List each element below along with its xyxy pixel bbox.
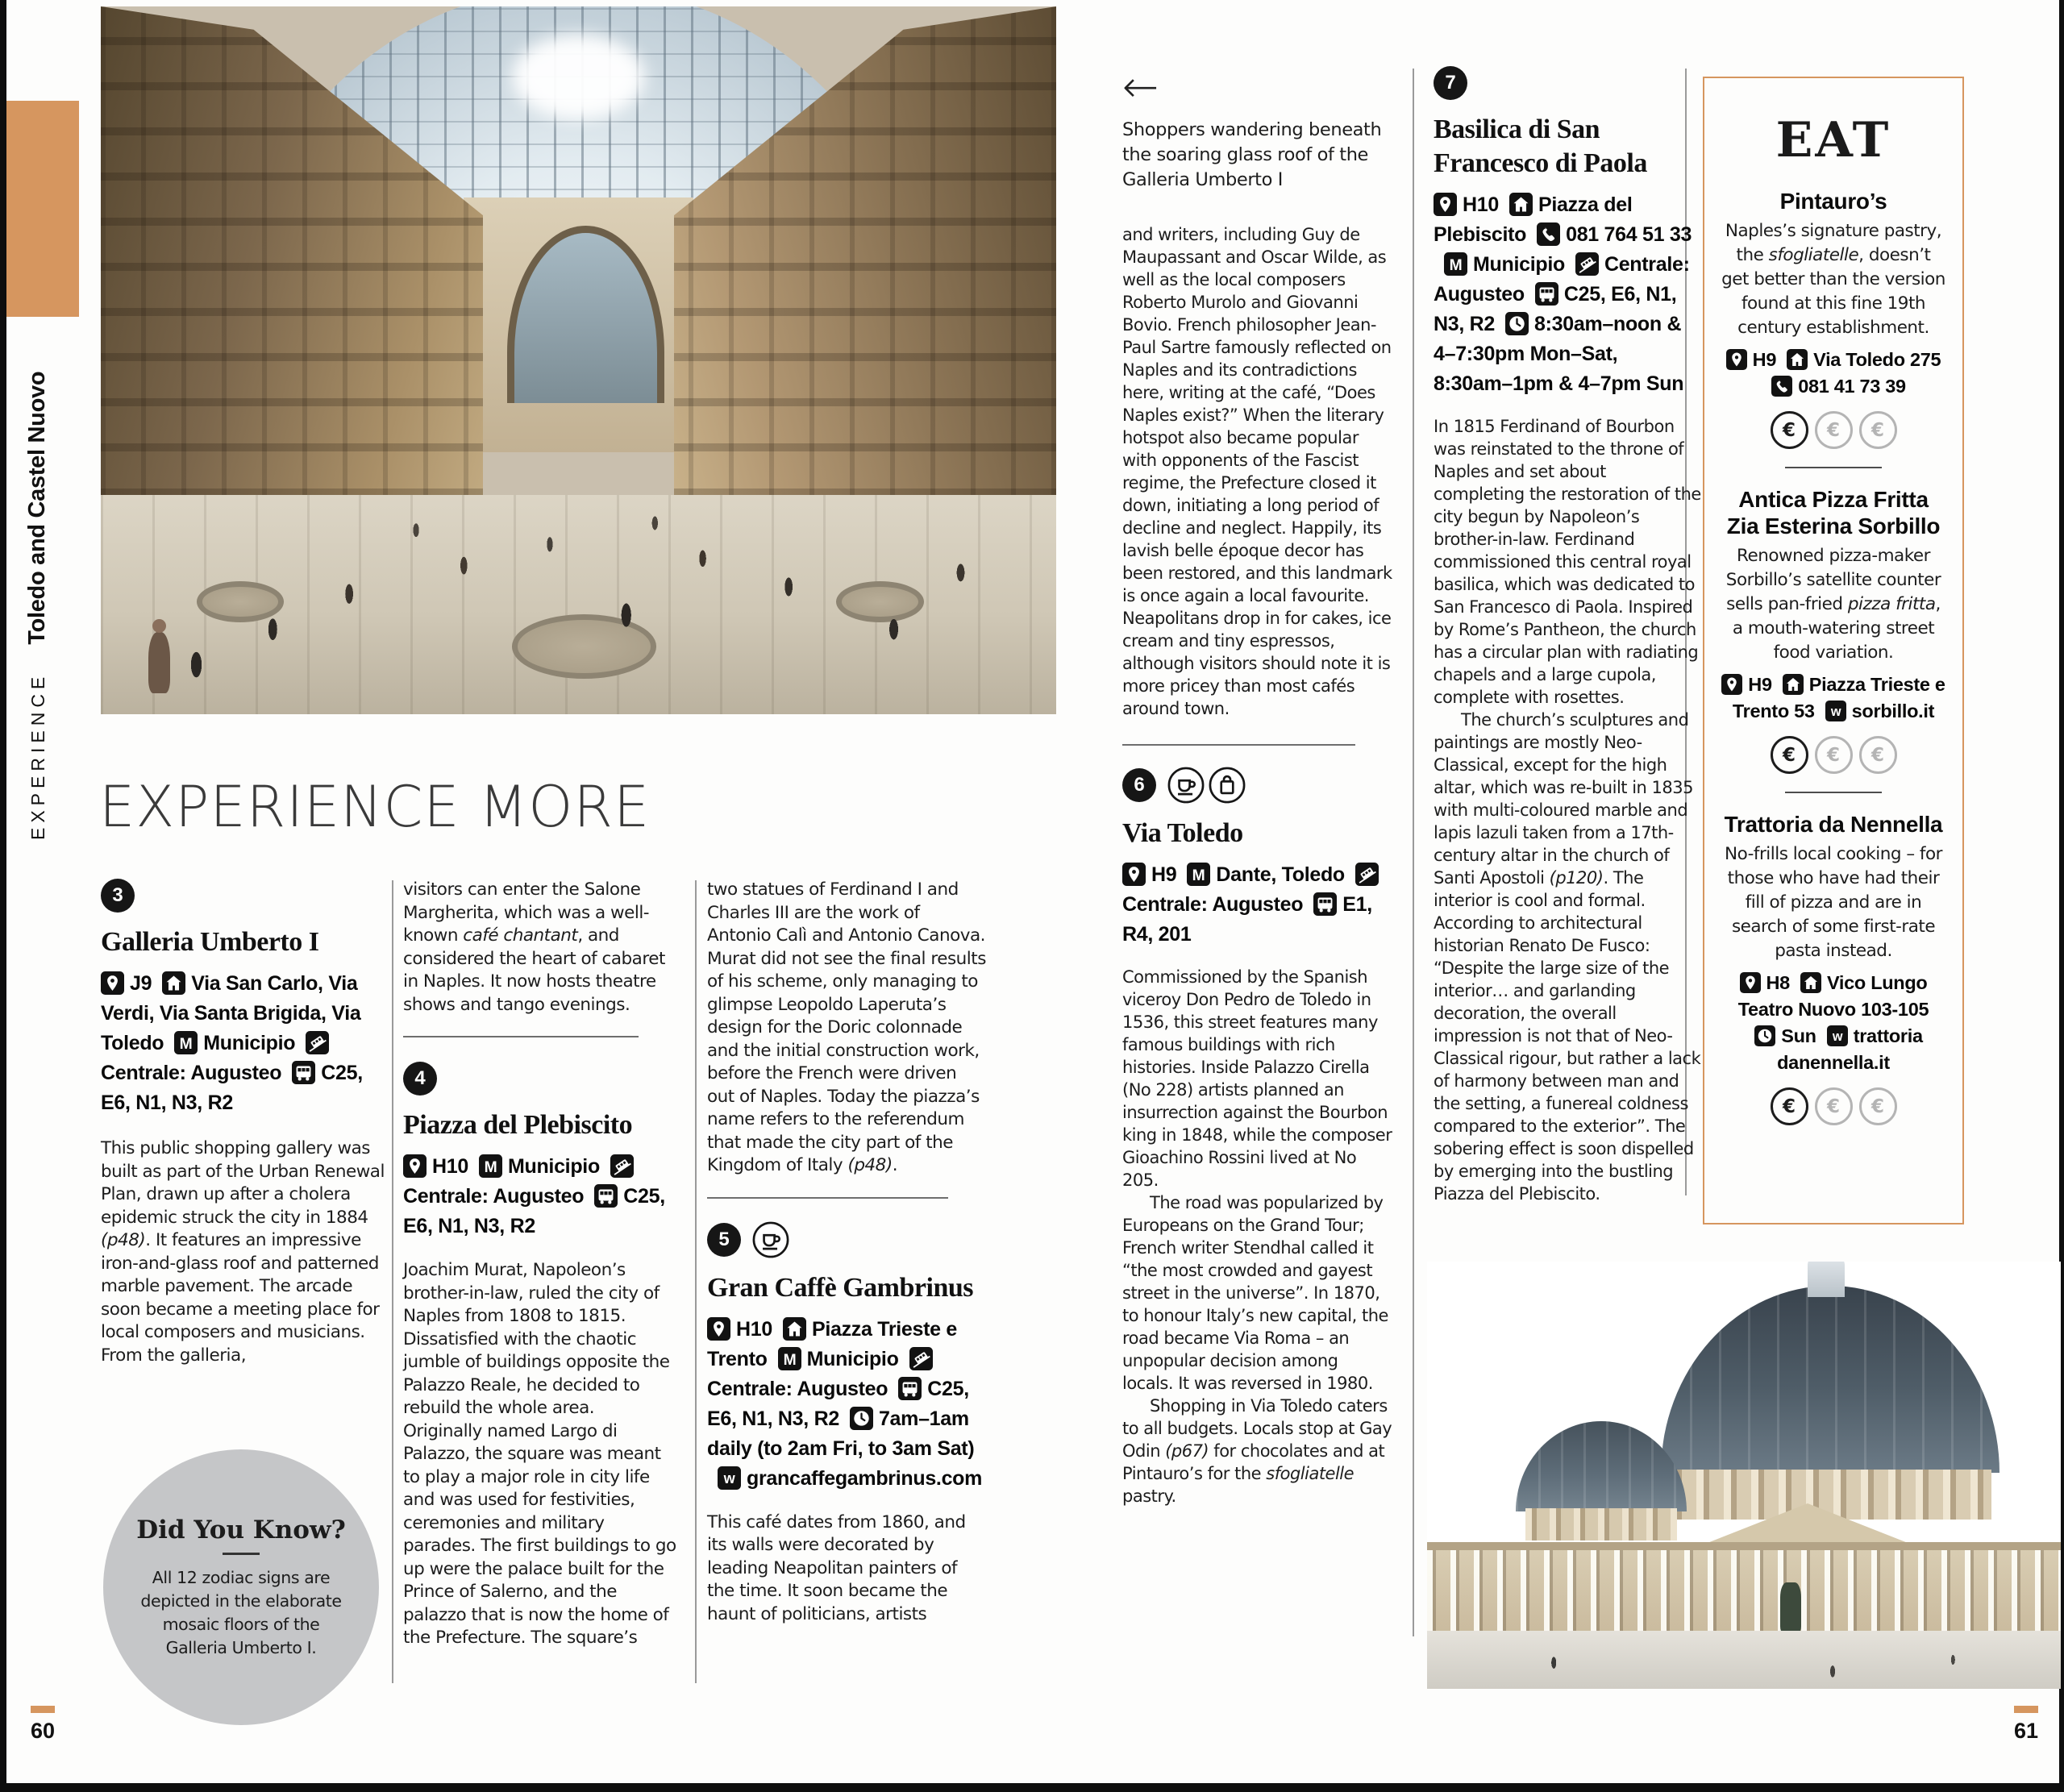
info-text: Municipio (1473, 253, 1565, 276)
did-you-know-box (103, 1449, 379, 1725)
section-heading: EXPERIENCE MORE (99, 774, 651, 840)
entry-tags (1167, 767, 1246, 804)
info-text: H10 (432, 1155, 468, 1178)
venue-name: Antica Pizza Fritta Zia Esterina Sorbillo (1726, 487, 1941, 538)
eat-venue (1721, 486, 1946, 774)
svg-text:M: M (484, 1158, 497, 1176)
bus-icon (898, 1377, 922, 1400)
entry-info (403, 1152, 677, 1241)
caption-arrow-icon: ← (1122, 61, 1159, 112)
entry-title: Galleria Umberto I (101, 927, 319, 957)
eat-heading: EAT (1775, 112, 1891, 168)
entry-badge-row (1122, 767, 1393, 804)
price-rating (1721, 736, 1946, 774)
info-text: Centrale: Augusteo (707, 1377, 888, 1400)
map-pin-icon (1726, 349, 1747, 370)
column-rule (695, 880, 697, 1683)
info-text: C25, E6, N1, N3, R2 (101, 1062, 363, 1114)
coffee-icon (1167, 767, 1205, 804)
did-you-know-title: Did You Know? (136, 1515, 346, 1545)
column-2 (403, 879, 677, 1650)
info-text: 8:30am–noon & 4–7:30pm Mon–Sat, 8:30am–1pm & 4–7pm Sun (1434, 313, 1684, 395)
info-text: 081 764 51 33 (1566, 223, 1692, 246)
euro-icon: € (1771, 736, 1808, 774)
info-text: Piazza Trieste e Trento (707, 1317, 957, 1370)
info-text: Sun (1781, 1025, 1816, 1046)
info-text: Centrale: Augusteo (1434, 253, 1690, 306)
entry-body (101, 1137, 385, 1367)
continuation-text (1122, 223, 1393, 720)
map-pin-icon (1721, 674, 1742, 695)
paragraph: This public shopping gallery was built as part of the Urban Renewal Plan, drawn up after a cholera epidemic struck the city in 1884 (p48). It features an impressive iron-and-glass roof and patterned marble pavement. The arcade soon became a meeting place for local composers and musicians. From the galleria, (101, 1138, 385, 1366)
entry-badge-row (403, 1062, 677, 1096)
svg-text:M: M (179, 1035, 193, 1053)
entry-title: Via Toledo (1122, 818, 1243, 848)
entry-tags (752, 1221, 789, 1258)
entry-badge-row (1434, 66, 1701, 100)
svg-text:w: w (1830, 704, 1841, 719)
venue-description: No-frills local cooking – for those who have had their fill of pizza and are in search of some first-rate pasta instead. (1725, 844, 1942, 961)
venue-name: Pintauro’s (1779, 189, 1887, 214)
euro-icon: € (1859, 736, 1897, 774)
entry-number-badge: 4 (403, 1062, 437, 1096)
side-drum-art (1525, 1508, 1677, 1540)
entry-body (1434, 415, 1701, 1205)
page-number-left: 60 (31, 1719, 56, 1743)
column-4 (1122, 63, 1393, 1507)
info-text: trattoria danennella.it (1777, 1025, 1923, 1073)
map-pin-icon (1434, 193, 1457, 216)
entry-info (101, 969, 385, 1118)
venue-description: Renowned pizza-maker Sorbillo’s satellite counter sells pan-fried pizza fritta, a mouth-watering street food variation. (1725, 546, 1941, 663)
bag-icon (1209, 767, 1246, 804)
did-you-know-text: All 12 zodiac signs are depicted in the elaborate mosaic floors of the Galleria Umberto I. (140, 1567, 342, 1657)
entry-body (403, 1259, 677, 1650)
info-text: Centrale: Augusteo (403, 1185, 585, 1208)
web-icon (1827, 1025, 1848, 1046)
svg-text:w: w (1832, 1029, 1842, 1044)
clock-icon (1505, 312, 1529, 335)
entry-title: Gran Caffè Gambrinus (707, 1272, 973, 1303)
did-you-know-rule (223, 1553, 260, 1555)
info-text: Municipio (806, 1347, 899, 1370)
continuation-text (707, 879, 988, 1178)
folio-dash (2014, 1706, 2038, 1713)
info-text: Centrale: Augusteo (1122, 893, 1304, 916)
basilica-dome-art (1661, 1286, 2000, 1473)
column-3 (707, 879, 988, 1626)
entry-badge-row (101, 879, 385, 913)
info-text: Municipio (203, 1032, 296, 1054)
bus-icon (1535, 282, 1558, 306)
info-text: C25, E6, N1, N3, R2 (403, 1185, 665, 1237)
euro-icon: € (1815, 411, 1853, 449)
coffee-icon (752, 1221, 789, 1258)
price-rating (1721, 1087, 1946, 1125)
info-text: Centrale: Augusteo (101, 1062, 282, 1084)
plaza-art (1427, 1631, 2061, 1689)
foreground-figure-art (148, 632, 170, 693)
paragraph: The church’s sculptures and paintings are mostly Neo-Classical, except for the high altar, which was re-built in 1835 with multi-coloured marble and lapis lazuli taken from a 17th-century altar in the church of Santi Apostoli (p120). The interior is cool and formal. According to architectural historian Renato De Fusco: “Despite the large size of the interior… and garlanding decoration, the overall impression is not that of Neo-Classical rigour, but rather a lack of harmony between man and the setting, a funereal coldness compared to the exterior”. The sobering effect is soon dispelled by emerging into the bustling Piazza del Plebiscito. (1434, 710, 1701, 1204)
info-text: H10 (736, 1317, 772, 1341)
info-text: Vico Lungo Teatro Nuovo 103-105 (1737, 972, 1929, 1020)
house-icon (1800, 972, 1821, 993)
eat-venue-list (1721, 188, 1946, 1125)
entry-info (1434, 190, 1701, 399)
chapter-color-tab (6, 101, 79, 317)
entry-basilica (1434, 66, 1701, 1205)
info-text: H9 (1748, 674, 1772, 695)
continuation-text (403, 879, 677, 1017)
section-divider (403, 1036, 639, 1037)
map-pin-icon (1122, 863, 1146, 886)
info-text: sorbillo.it (1851, 701, 1935, 721)
house-icon (783, 1317, 806, 1341)
euro-icon: € (1815, 736, 1853, 774)
house-icon (1787, 349, 1808, 370)
euro-icon: € (1859, 1087, 1897, 1125)
venue-name: Trattoria da Nennella (1724, 812, 1943, 837)
price-rating (1721, 411, 1946, 449)
euro-icon: € (1771, 411, 1808, 449)
svg-text:M: M (1192, 867, 1205, 884)
bus-icon (292, 1061, 315, 1084)
euro-icon: € (1771, 1087, 1808, 1125)
info-text: H9 (1151, 863, 1177, 886)
info-text: E1, R4, 201 (1122, 893, 1372, 946)
info-text: Dante, Toledo (1216, 863, 1345, 886)
venue-info (1721, 347, 1946, 400)
entry-info (707, 1315, 988, 1494)
funicular-icon (1575, 252, 1599, 276)
eat-venue (1721, 188, 1946, 449)
shoppers-art (101, 6, 1056, 714)
venue-info (1721, 970, 1946, 1076)
eat-sidebar (1703, 77, 1964, 1224)
entry-body (707, 1511, 988, 1627)
galleria-umberto-photo (101, 6, 1056, 714)
info-text: 081 41 73 39 (1798, 376, 1906, 397)
entry-info (1122, 860, 1393, 950)
clock-icon (850, 1407, 873, 1430)
column-rule (392, 880, 393, 1683)
info-text: H8 (1766, 972, 1790, 993)
entry-number-badge: 5 (707, 1223, 741, 1257)
info-text: 7am–1am daily (to 2am Fri, to 3am Sat) (707, 1407, 975, 1460)
entry-title: Piazza del Plebiscito (403, 1110, 633, 1140)
euro-icon: € (1815, 1087, 1853, 1125)
info-text: C25, E6, N1, N3, R2 (1434, 283, 1677, 335)
entry-title: Basilica di San Francesco di Paola (1434, 114, 1647, 178)
info-text: Via San Carlo, Via Verdi, Via Santa Brigida, Via Toledo (101, 972, 361, 1054)
house-icon (1509, 193, 1533, 216)
funicular-icon (306, 1031, 329, 1054)
info-text: H9 (1752, 349, 1777, 370)
funicular-icon (610, 1154, 634, 1178)
chapter-kicker: EXPERIENCE (27, 671, 48, 840)
bus-icon (594, 1184, 618, 1208)
column-rule (1413, 69, 1414, 1636)
info-text: Piazza del Plebiscito (1434, 193, 1633, 246)
phone-icon (1771, 376, 1792, 397)
eat-venue (1721, 811, 1946, 1125)
eat-divider (1785, 792, 1882, 793)
svg-text:M: M (783, 1351, 796, 1369)
entry-body (1122, 966, 1393, 1507)
map-pin-icon (1740, 972, 1761, 993)
entry-galleria-umberto (101, 879, 385, 1367)
info-text: C25, E6, N1, N3, R2 (707, 1377, 969, 1430)
info-text: J9 (130, 972, 152, 995)
main-photo-caption: Shoppers wandering beneath the soaring glass roof of the Galleria Umberto I (1122, 119, 1382, 190)
metro-icon (1444, 252, 1467, 276)
info-text: Via Toledo 275 (1813, 349, 1941, 370)
basilica-photo (1427, 1262, 2061, 1689)
chapter-title: Toledo and Castel Nuovo (24, 371, 50, 645)
paragraph: The road was popularized by Europeans on the Grand Tour; French writer Stendhal called it “the most crowded and gayest street in the universe”. In 1870, to honour Italy’s new capital, the road became Via Roma – an unpopular decision among locals. It was reversed in 1980. (1122, 1193, 1388, 1393)
web-icon (1825, 701, 1846, 721)
paragraph: In 1815 Ferdinand of Bourbon was reinstated to the throne of Naples and set about completing the restoration of the city begun by Napoleon’s brother-in-law. Ferdinand commissioned this central royal basilica, which was dedicated to San Francesco di Paola. Inspired by Rome’s Pantheon, the church has a circular plan with radiating chapels and a large cupola, complete with rosettes. (1434, 417, 1701, 707)
chapter-vertical-label (24, 372, 51, 840)
paragraph: Shopping in Via Toledo caters to all budgets. Locals stop at Gay Odin (p67) for chocolates and at Pintauro’s for the sfogliatelle pastry. (1122, 1396, 1392, 1506)
map-pin-icon (101, 971, 124, 995)
euro-icon: € (1859, 411, 1897, 449)
bus-icon (1313, 892, 1337, 916)
paragraph: Joachim Murat, Napoleon’s brother-in-law, ruled the city of Naples from 1808 to 1815. Dissatisfied with the chaotic jumble of buildings opposite the Palazzo Reale, he decided to rebuild the whole area. Originally named Largo di Palazzo, the square was meant to play a major role in city life and was used for festivities, ceremonies and military parades. The first buildings to go up were the palace built for the Prince of Salerno, and the palazzo that is now the home of the Prefecture. The square’s (403, 1260, 676, 1648)
section-divider (707, 1197, 948, 1199)
entry-number-badge: 7 (1434, 66, 1467, 100)
folio-dash (31, 1706, 55, 1713)
statue-art (1780, 1582, 1801, 1632)
metro-icon (778, 1347, 801, 1370)
web-icon (718, 1466, 741, 1490)
side-dome-art (1516, 1421, 1687, 1511)
map-pin-icon (707, 1317, 730, 1341)
entry-badge-row (707, 1221, 988, 1258)
info-text: Municipio (507, 1155, 600, 1178)
funicular-icon (1355, 863, 1379, 886)
paragraph: Commissioned by the Spanish viceroy Don Pedro de Toledo in 1536, this street features many famous buildings with rich histories. Inside Palazzo Cirella (No 228) artists planned an insurrection against the Bourbon king in 1848, while the composer Gioachino Rossini lived at No 205. (1122, 967, 1392, 1190)
page-number-right: 61 (2014, 1719, 2039, 1743)
metro-icon (479, 1154, 502, 1178)
entry-number-badge: 3 (101, 879, 135, 913)
svg-text:M: M (1449, 256, 1463, 274)
house-icon (162, 971, 185, 995)
colonnade-art (1427, 1542, 2061, 1642)
phone-icon (1537, 222, 1560, 246)
funicular-icon (909, 1347, 933, 1370)
venue-description: Naples’s signature pastry, the sfogliatelle, doesn’t get better than the version found at this fine 19th century establishment. (1721, 221, 1945, 338)
entry-number-badge: 6 (1122, 768, 1156, 802)
info-text: H10 (1463, 193, 1499, 216)
paragraph: visitors can enter the Salone Margherita, which was a well-known café chantant, and considered the heart of cabaret in Naples. It now hosts theatre shows and tango evenings. (403, 879, 665, 1015)
dome-lantern-art (1808, 1262, 1845, 1297)
metro-icon (174, 1031, 198, 1054)
eat-divider (1785, 467, 1882, 468)
page-edge-bottom (0, 1783, 2064, 1792)
venue-info (1721, 671, 1946, 725)
map-pin-icon (403, 1154, 427, 1178)
page-edge-left (0, 0, 6, 1792)
section-divider (1122, 744, 1355, 746)
paragraph: This café dates from 1860, and its walls were decorated by leading Neapolitan painters of the time. It soon became the haunt of politicians, artists (707, 1511, 966, 1624)
house-icon (1783, 674, 1804, 695)
info-text: Piazza Trieste e Trento 53 (1732, 674, 1945, 721)
metro-icon (1187, 863, 1210, 886)
clock-icon (1754, 1025, 1775, 1046)
info-text: grancaffegambrinus.com (747, 1466, 983, 1490)
paragraph: two statues of Ferdinand I and Charles III are the work of Antonio Calì and Antonio Canova. Murat did not see the final results of his scheme, only managing to glimpse Leopoldo Laperuta’s design for the Doric colonnade and the initial construction work, before the French were driven out of Naples. Today the piazza’s name refers to the referendum that made the city part of the Kingdom of Italy (p48). (707, 879, 986, 1175)
paragraph: and writers, including Guy de Maupassant and Oscar Wilde, as well as the local composers Roberto Murolo and Giovanni Bovio. French philosopher Jean-Paul Sartre famously reflected on Naples and its contradictions here, writing at the café, “Does Naples exist?” When the literary hotspot also became popular with opponents of the Fascist regime, the Prefecture closed it down, initiating a long period of decline and neglect. Happily, its lavish belle époque decor has been restored, and this landmark is once again a local favourite. Neapolitans drop in for cakes, ice cream and tiny espressos, although visitors should note it is more pricey than most cafés around town. (1122, 225, 1392, 718)
svg-text:w: w (723, 1470, 735, 1486)
